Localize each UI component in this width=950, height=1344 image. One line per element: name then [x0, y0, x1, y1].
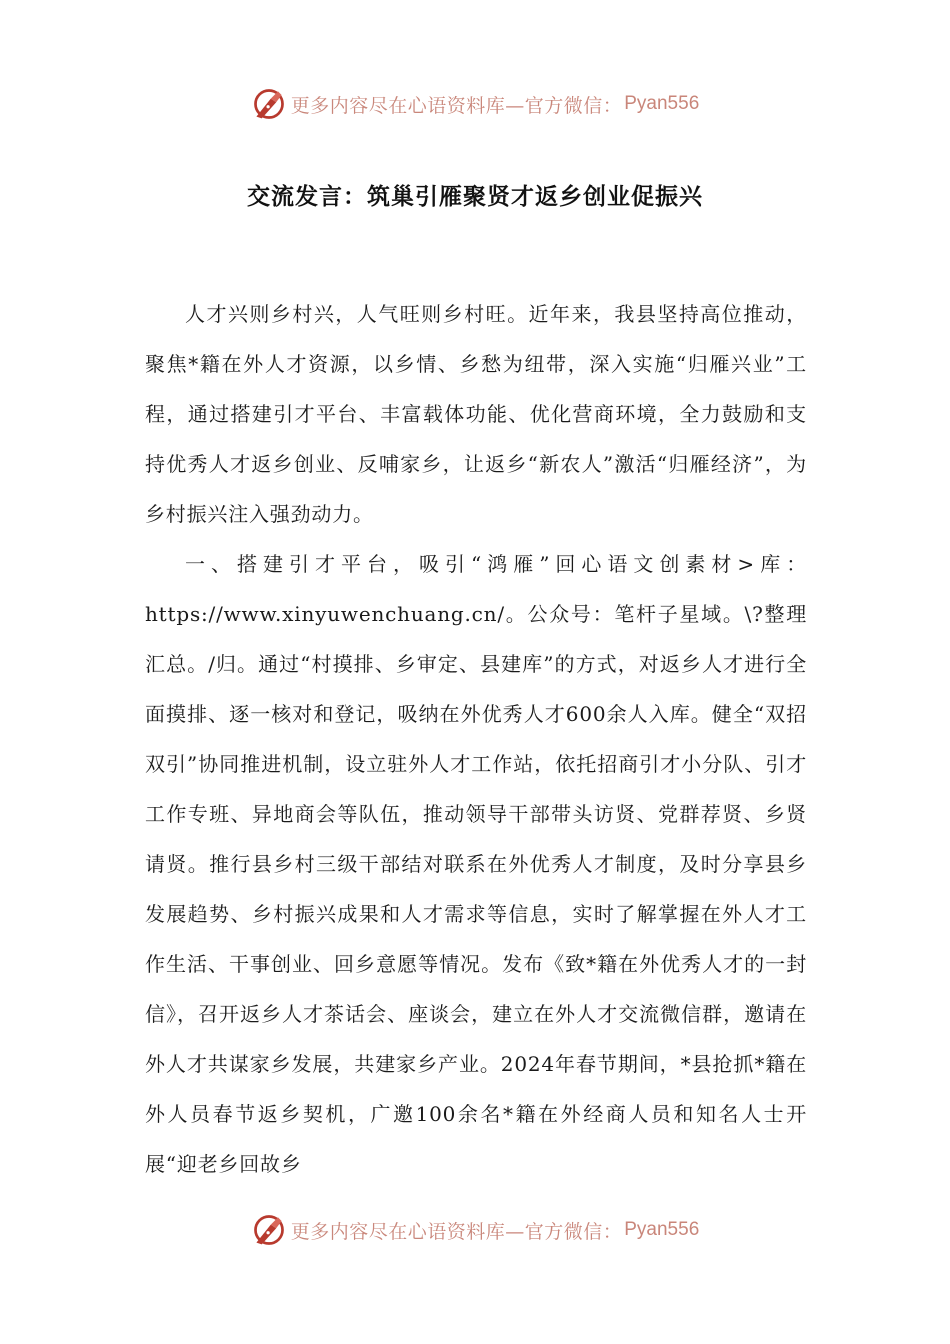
pen-nib-circle-icon — [251, 86, 287, 122]
watermark-wechat-id: Pyan556 — [624, 93, 700, 114]
watermark-wechat-id: Pyan556 — [624, 1219, 700, 1240]
watermark-text: 更多内容尽在心语资料库—官方微信： — [290, 1220, 623, 1243]
body-paragraph-section-one: 一、搭建引才平台，吸引“鸿雁”回心语文创素材>库：https://www.xinyuwenchuang.cn/。公众号：笔杆子星域。\?整理汇总。/归。通过“村摸排、乡审定、县建库”的方式，对返乡人才进行全面摸排、逐一核对和登记，吸纳在外优秀人才600余人入库。健全“双招双引”协同推进机制，设立驻外人才工作站，依托招商引才小分队、引才工作专班、异地商会等队伍，推动领导干部带头访贤、党群荐贤、乡贤请贤。推行县乡村三级干部结对联系在外优秀人才制度，及时分享县乡发展趋势、乡村振兴成果和人才需求等信息，实时了解掌握在外人才工作生活、干事创业、回乡意愿等情况。发布《致*籍在外优秀人才的一封信》，召开返乡人才茶话会、座谈会，建立在外人才交流微信群，邀请在外人才共谋家乡发展，共建家乡产业。2024年春节期间，*县抢抓*籍在外人员春节返乡契机，广邀100余名*籍在外经商人员和知名人士开展“迎老乡回故乡 — [145, 552, 807, 1176]
pen-nib-circle-icon — [251, 1212, 287, 1248]
body-paragraph-intro: 人才兴则乡村兴，人气旺则乡村旺。近年来，我县坚持高位推动，聚焦*籍在外人才资源，以乡情、乡愁为纽带，深入实施“归雁兴业”工程，通过搭建引才平台、丰富载体功能、优化营商环境，全力鼓励和支持优秀人才返乡创业、反哺家乡，让返乡“新农人”激活“归雁经济”，为乡村振兴注入强劲动力。 — [145, 302, 807, 526]
watermark-text: 更多内容尽在心语资料库—官方微信： — [290, 94, 623, 117]
document-title: 交流发言：筑巢引雁聚贤才返乡创业促振兴 — [247, 183, 703, 210]
header-watermark — [0, 84, 950, 124]
document-body — [145, 289, 807, 1189]
footer-watermark — [0, 1210, 950, 1250]
